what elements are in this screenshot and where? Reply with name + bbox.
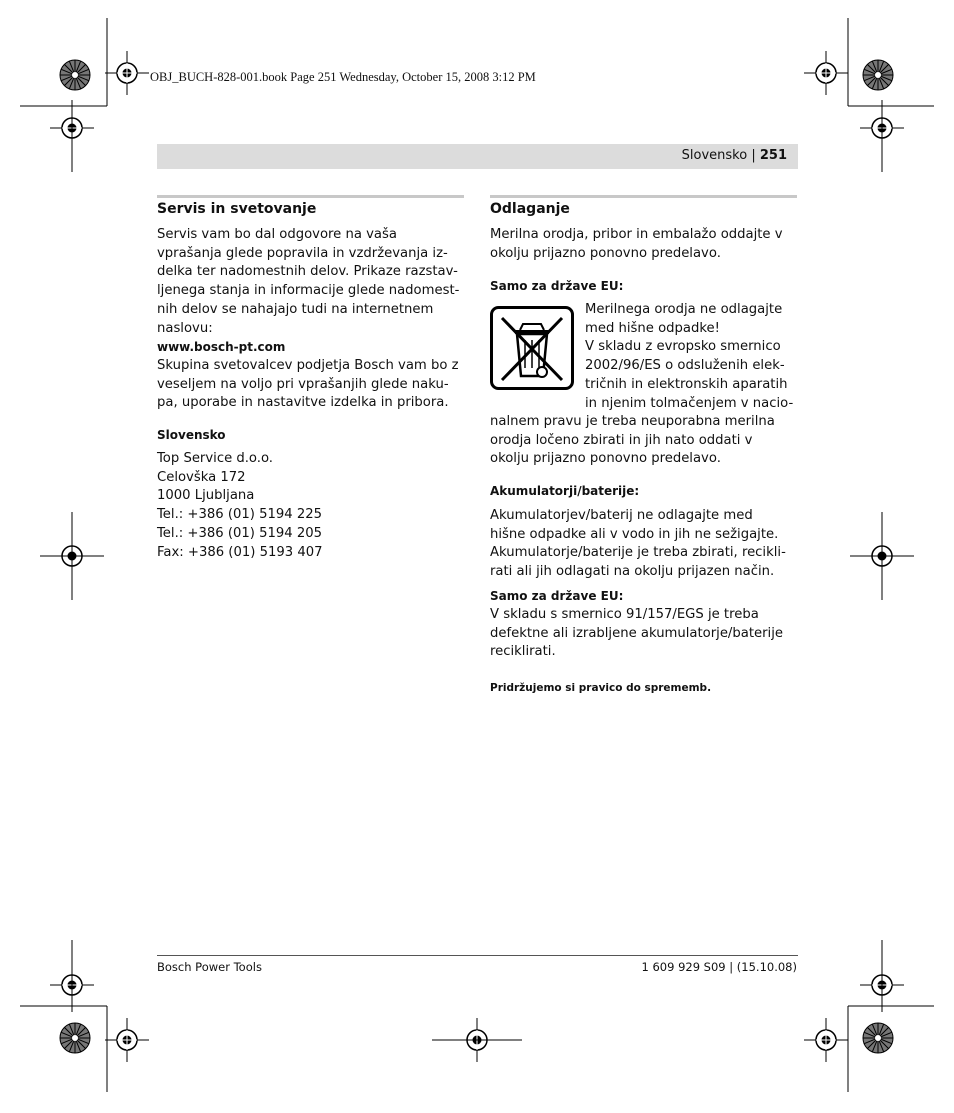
address-line: Top Service d.o.o.: [157, 451, 273, 466]
right-column-rule: [490, 195, 797, 198]
registration-mark-icon: [860, 106, 904, 150]
weee-text-below-icon: [490, 413, 775, 469]
directive-line: V skladu s smernico 91/157/EGS je treba: [490, 607, 759, 622]
battery-line: rati ali jih odlagati na okolju prijazen način.: [490, 564, 775, 580]
weee-line: orodja ločeno zbirati in jih nato oddati v: [490, 432, 753, 448]
address-line: Fax: +386 (01) 5193 407: [157, 544, 323, 560]
registration-mark-icon: [105, 51, 149, 95]
directive-line: reciklirati.: [490, 644, 556, 660]
service-intro-line: nih delov se nahajajo tudi na internetnem: [157, 301, 434, 317]
registration-mark-icon: [50, 963, 94, 1007]
header-language: Slovensko: [681, 148, 748, 163]
directive-line: defektne ali izrabljene akumulatorje/baterije: [490, 625, 783, 641]
service-intro-line: delka ter nadomestnih delov. Prikaze razstav-: [157, 264, 458, 280]
weee-line: tričnih in elektronskih aparatih: [585, 376, 788, 392]
registration-mark-icon: [804, 51, 848, 95]
service-intro-line: vprašanja glede popravila in vzdrževanja iz-: [157, 245, 448, 261]
print-slug: OBJ_BUCH-828-001.book Page 251 Wednesday, October 15, 2008 3:12 PM: [150, 70, 536, 84]
battery-line: Akumulatorje/baterije je treba zbirati, recikli-: [490, 545, 786, 561]
star-target-icon: [60, 60, 90, 90]
weee-line: Merilnega orodja ne odlagajte: [585, 302, 783, 317]
registration-mark-icon: [50, 106, 94, 150]
disposal-intro-line: Merilna orodja, pribor in embalažo oddajte v: [490, 227, 783, 242]
footer-brand: Bosch Power Tools: [157, 960, 262, 974]
disposal-intro-line: okolju prijazno ponovno predelavo.: [490, 245, 721, 261]
service-intro-line: Servis vam bo dal odgovore na vaša: [157, 227, 397, 242]
directive-text: [490, 606, 783, 662]
header-separator: |: [751, 148, 756, 163]
address-line: Tel.: +386 (01) 5194 205: [157, 525, 323, 541]
disposal-intro: [490, 226, 783, 263]
footer-rule: [157, 955, 798, 956]
battery-heading: Akumulatorji/baterije:: [490, 484, 640, 498]
star-target-icon: [863, 60, 893, 90]
advice-text: [157, 357, 459, 413]
weee-text-beside-icon: [585, 301, 793, 413]
eu-label: Samo za države EU:: [490, 279, 624, 293]
advice-line: Skupina svetovalcev podjetja Bosch vam bo z: [157, 358, 459, 373]
registration-mark-icon: [105, 1018, 149, 1062]
star-target-icon: [863, 1023, 893, 1053]
disposal-heading: Odlaganje: [490, 201, 570, 217]
weee-line: V skladu z evropsko smernico: [585, 339, 781, 355]
registration-mark-icon: [860, 534, 904, 578]
battery-line: hišne odpadke ali v vodo in jih ne sežigajte.: [490, 526, 779, 542]
footer-doc-number: 1 609 929 S09 | (15.10.08): [641, 960, 797, 974]
registration-mark-icon: [860, 963, 904, 1007]
address-block: [157, 450, 323, 562]
service-intro-line: ljenega stanja in informacije glede nadomest-: [157, 283, 460, 299]
registration-mark-icon: [455, 1018, 499, 1062]
advice-line: pa, uporabe in nastavitve izdelka in pribora.: [157, 395, 449, 411]
address-line: Tel.: +386 (01) 5194 225: [157, 507, 323, 523]
eu-label-2: Samo za države EU:: [490, 589, 624, 603]
address-line: 1000 Ljubljana: [157, 488, 255, 504]
service-intro: [157, 226, 459, 338]
page-header-bar: [157, 144, 798, 169]
registration-mark-icon: [50, 534, 94, 578]
website-link[interactable]: www.bosch-pt.com: [157, 340, 286, 354]
page-header: [682, 148, 787, 163]
weee-line: in njenim tolmačenjem v nacio-: [585, 395, 794, 411]
crossed-out-wheelie-bin-icon: [490, 306, 574, 390]
page-number: 251: [759, 148, 787, 163]
star-target-icon: [60, 1023, 90, 1053]
weee-line: okolju prijazno ponovno predelavo.: [490, 451, 721, 467]
weee-line: med hišne odpadke!: [585, 320, 720, 336]
advice-line: veseljem na voljo pri vprašanjih glede naku-: [157, 376, 449, 392]
battery-line: Akumulatorjev/baterij ne odlagajte med: [490, 508, 753, 523]
address-line: Celovška 172: [157, 469, 246, 485]
reserve-changes-note: Pridržujemo si pravico do sprememb.: [490, 682, 712, 694]
weee-line: 2002/96/ES o odsluženih elek-: [585, 358, 785, 374]
registration-mark-icon: [804, 1018, 848, 1062]
service-intro-line: naslovu:: [157, 320, 213, 336]
country-heading: Slovensko: [157, 428, 226, 442]
service-heading: Servis in svetovanje: [157, 201, 317, 217]
left-column-rule: [157, 195, 464, 198]
battery-text: [490, 507, 786, 582]
weee-line: nalnem pravu je treba neuporabna merilna: [490, 414, 775, 429]
